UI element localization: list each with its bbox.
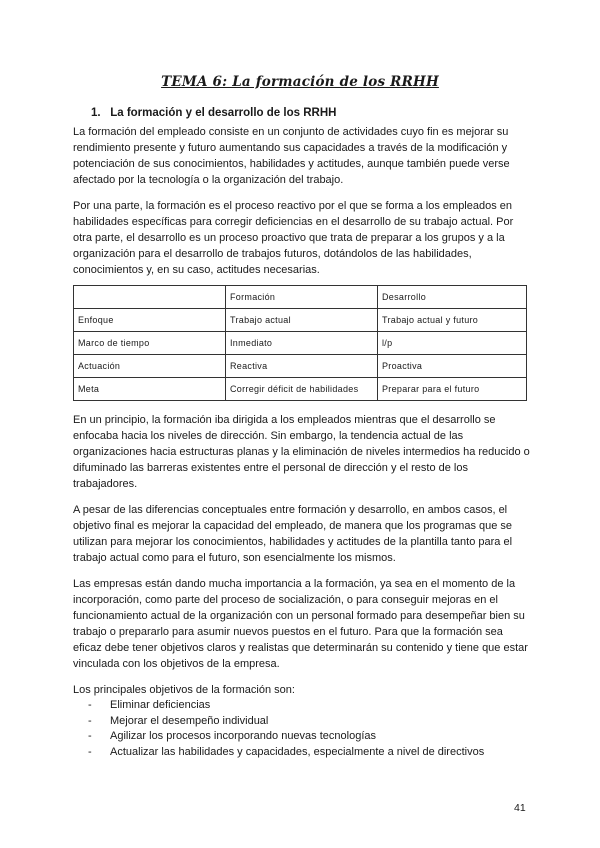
table-cell: Trabajo actual y futuro <box>378 309 527 332</box>
table-cell: Meta <box>74 378 226 401</box>
objectives-list <box>88 698 484 760</box>
table-cell: Actuación <box>74 355 226 378</box>
table-header-cell <box>74 286 226 309</box>
section-number: 1. <box>91 107 101 119</box>
list-item-text: Actualizar las habilidades y capacidades, especialmente a nivel de directivos <box>110 745 485 758</box>
list-item <box>88 729 484 745</box>
dash-bullet: - <box>88 714 92 727</box>
list-item-text: Mejorar el desempeño individual <box>110 714 269 727</box>
table-row <box>74 332 527 355</box>
section-title: La formación y el desarrollo de los RRHH <box>110 107 337 119</box>
table-cell: Proactiva <box>378 355 527 378</box>
table-cell: Enfoque <box>74 309 226 332</box>
table-cell: Inmediato <box>226 332 378 355</box>
paragraph-objectives-intro: Los principales objetivos de la formación son: <box>73 684 295 696</box>
list-item <box>88 745 484 761</box>
dash-bullet: - <box>88 745 92 758</box>
paragraph-reactive-proactive: Por una parte, la formación es el proceso reactivo por el que se forma a los empleados en habilidades específicas para corregir deficiencias en el desarrollo de su trabajo actual. Por otra parte, el desarrollo es un proceso proactivo que trata de preparar a los grupos y a la organización para el desarrollo de trabajos futuros, dotándolos de las habilidades, conocimientos y, en su caso, actitudes necesarias. <box>73 200 514 276</box>
table-row <box>74 378 527 401</box>
paragraph-history: En un principio, la formación iba dirigida a los empleados mientras que el desarrollo se enfocaba hacia los niveles de dirección. Sin embargo, la tendencia actual de las organizaciones hacia estructuras planas y la eliminación de niveles intermedios ha reducido o difuminado las barreras existentes entre el personal de dirección y el resto de los trabajadores. <box>73 414 530 490</box>
list-item-text: Eliminar deficiencias <box>110 699 211 711</box>
table-cell: Reactiva <box>226 355 378 378</box>
table-row <box>74 355 527 378</box>
table-cell: Corregir déficit de habilidades <box>226 378 378 401</box>
table-row <box>74 309 527 332</box>
list-item-text: Agilizar los procesos incorporando nuevas tecnologías <box>110 730 376 742</box>
dash-bullet: - <box>88 699 92 711</box>
table-cell: Marco de tiempo <box>74 332 226 355</box>
page-number: 41 <box>514 802 526 814</box>
list-item <box>88 698 484 714</box>
paragraph-importance: Las empresas están dando mucha importancia a la formación, ya sea en el momento de la incorporación, como parte del proceso de socialización, o para conseguir mejoras en el funcionamiento actual de la organización con un personal formado para desempeñar bien su trabajo o prepararlo para asumir nuevos puestos en el futuro. Para que la formación sea eficaz debe tener objetivos claros y realistas que determinarán su contenido y tiene que estar vinculada con los objetivos de la empresa. <box>73 578 528 670</box>
paragraph-definition: La formación del empleado consiste en un conjunto de actividades cuyo fin es mejorar su rendimiento presente y futuro aumentando sus capacidades a través de la modificación y potenciación de sus conocimientos, habilidades y actitudes, aunque también puede verse afectado por la tecnología o la organización del trabajo. <box>73 126 510 186</box>
table-cell: l/p <box>378 332 527 355</box>
table-cell: Preparar para el futuro <box>378 378 527 401</box>
table-header-cell: Formación <box>226 286 378 309</box>
section-heading <box>91 107 336 119</box>
comparison-table <box>73 285 527 401</box>
dash-bullet: - <box>88 730 92 742</box>
table-cell: Trabajo actual <box>226 309 378 332</box>
table-header-row <box>74 286 527 309</box>
table-header-cell: Desarrollo <box>378 286 527 309</box>
page-title: TEMA 6: La formación de los RRHH <box>161 74 439 90</box>
paragraph-common-goal: A pesar de las diferencias conceptuales entre formación y desarrollo, en ambos casos, el objetivo final es mejorar la capacidad del empleado, de manera que los programas que se utilizan para mejorar los conocimientos, habilidades y actitudes de la plantilla tanto para el trabajo actual como para el futuro, son esencialmente los mismos. <box>73 504 513 564</box>
list-item <box>88 714 484 730</box>
